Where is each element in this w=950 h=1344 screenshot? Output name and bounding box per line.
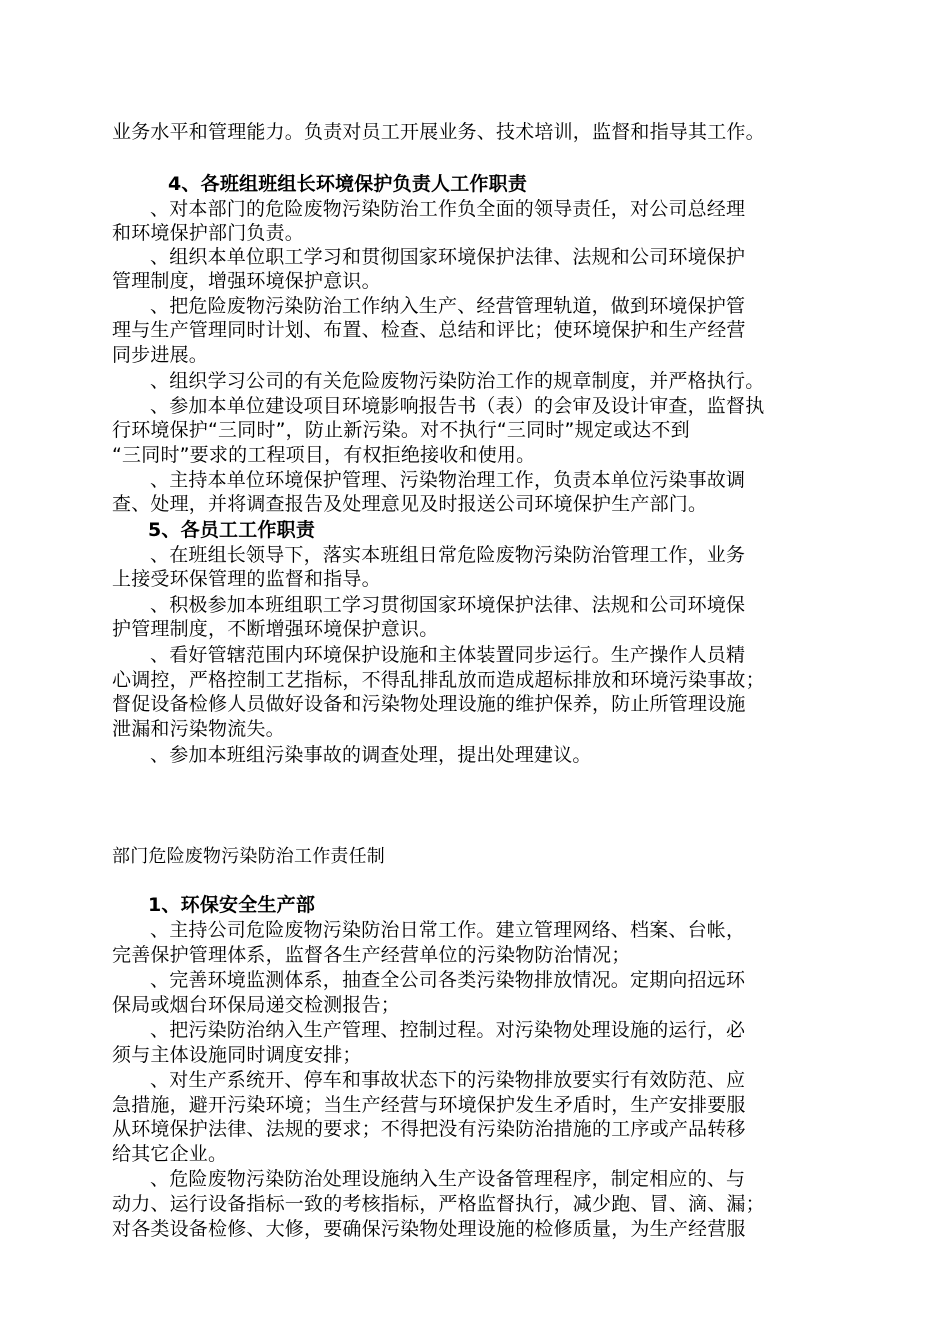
section-heading-1: 1、环保安全生产部 — [148, 894, 316, 916]
paragraph-line: 上接受环保管理的监督和指导。 — [112, 568, 381, 590]
paragraph-line: 保局或烟台环保局递交检测报告； — [112, 994, 401, 1016]
paragraph-line: 、参加本单位建设项目环境影响报告书（表）的会审及设计审查，监督执 — [150, 395, 765, 417]
paragraph-line: 急措施，避开污染环境；当生产经营与环境保护发生矛盾时，生产安排要服 — [112, 1094, 746, 1116]
paragraph-line: 动力、运行设备指标一致的考核指标，严格监督执行，减少跑、冒、滴、漏； — [112, 1193, 765, 1215]
paragraph-line: 、对本部门的危险废物污染防治工作负全面的领导责任，对公司总经理 — [150, 198, 746, 220]
paragraph-line: 须与主体设施同时调度安排； — [112, 1044, 362, 1066]
paragraph-line: 、把污染防治纳入生产管理、控制过程。对污染物处理设施的运行，必 — [150, 1019, 746, 1041]
paragraph-line: 、主持本单位环境保护管理、污染物治理工作，负责本单位污染事故调 — [150, 469, 746, 491]
section-title: 部门危险废物污染防治工作责任制 — [112, 846, 385, 867]
paragraph-line: 查、处理，并将调查报告及处理意见及时报送公司环境保护生产部门。 — [112, 493, 708, 515]
paragraph-line: 管理制度，增强环境保护意识。 — [112, 270, 381, 292]
paragraph-line: 护管理制度，不断增强环境保护意识。 — [112, 618, 439, 640]
paragraph-line: 行环境保护“三同时”，防止新污染。对不执行“三同时”规定或达不到 — [112, 419, 690, 441]
paragraph-line: 给其它企业。 — [112, 1143, 228, 1165]
paragraph-line: 督促设备检修人员做好设备和污染物处理设施的维护保养，防止所管理设施 — [112, 693, 746, 715]
paragraph-line: 和环境保护部门负责。 — [112, 222, 305, 244]
paragraph-line: 、危险废物污染防治处理设施纳入生产设备管理程序，制定相应的、与 — [150, 1168, 746, 1190]
paragraph-line: 、组织本单位职工学习和贯彻国家环境保护法律、法规和公司环境保护 — [150, 246, 746, 268]
paragraph-line: 、看好管辖范围内环境保护设施和主体装置同步运行。生产操作人员精 — [150, 644, 746, 666]
paragraph-line: 、积极参加本班组职工学习贯彻国家环境保护法律、法规和公司环境保 — [150, 594, 746, 616]
paragraph-line: 、参加本班组污染事故的调查处理，提出处理建议。 — [150, 744, 592, 766]
paragraph-line: 同步进展。 — [112, 344, 209, 366]
paragraph-line: 对各类设备检修、大修，要确保污染物处理设施的检修质量，为生产经营服 — [112, 1218, 746, 1240]
section-heading-4: 4、各班组班组长环境保护负责人工作职责 — [168, 173, 528, 195]
paragraph-line: 、主持公司危险废物污染防治日常工作。建立管理网络、档案、台帐， — [150, 919, 746, 941]
paragraph-line: 、在班组长领导下，落实本班组日常危险废物污染防治管理工作，业务 — [150, 544, 746, 566]
section-heading-5: 5、各员工工作职责 — [148, 519, 316, 541]
paragraph-line: 、把危险废物污染防治工作纳入生产、经营管理轨道，做到环境保护管 — [150, 295, 746, 317]
paragraph-line: “三同时”要求的工程项目，有权拒绝接收和使用。 — [112, 444, 536, 466]
paragraph-line: 、完善环境监测体系，抽查全公司各类污染物排放情况。定期向招远环 — [150, 969, 746, 991]
paragraph-line: 心调控，严格控制工艺指标，不得乱排乱放而造成超标排放和环境污染事故； — [112, 669, 765, 691]
paragraph-line: 、组织学习公司的有关危险废物污染防治工作的规章制度，并严格执行。 — [150, 370, 765, 392]
paragraph-line: 理与生产管理同时计划、布置、检查、总结和评比；使环境保护和生产经营 — [112, 319, 746, 341]
paragraph-line: 从环境保护法律、法规的要求；不得把没有污染防治措施的工序或产品转移 — [112, 1118, 746, 1140]
paragraph-line: 完善保护管理体系，监督各生产经营单位的污染物防治情况； — [112, 944, 631, 966]
paragraph-line: 泄漏和污染物流失。 — [112, 718, 285, 740]
paragraph-line: 、对生产系统开、停车和事故状态下的污染物排放要实行有效防范、应 — [150, 1069, 746, 1091]
paragraph-line: 业务水平和管理能力。负责对员工开展业务、技术培训，监督和指导其工作。 — [112, 121, 765, 143]
